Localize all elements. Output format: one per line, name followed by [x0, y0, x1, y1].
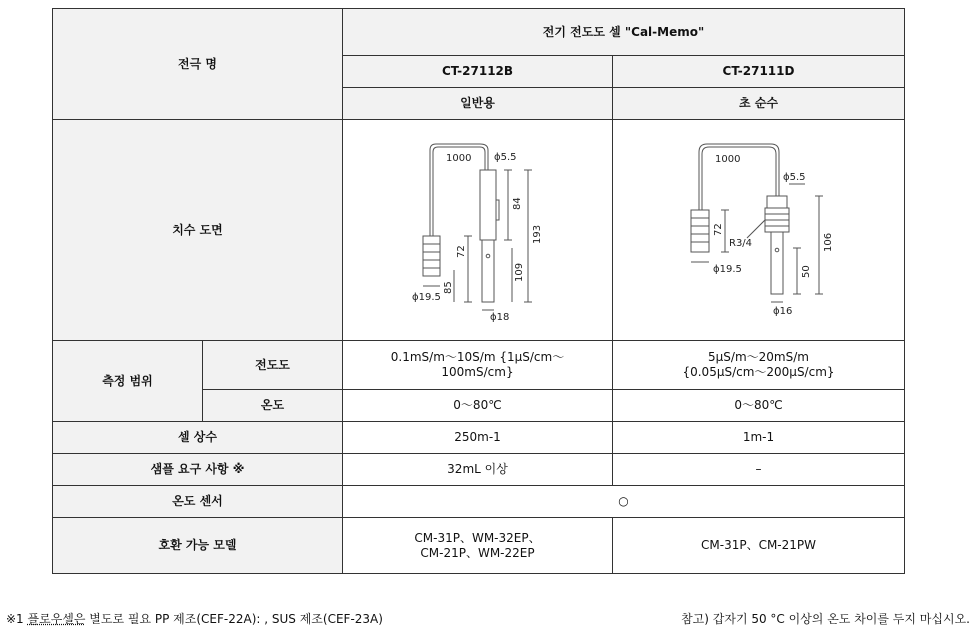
right-dim-connector-diameter: ϕ19.5: [712, 263, 742, 275]
temp-sensor-value: ○: [343, 486, 905, 518]
right-dim-72: 72: [712, 222, 724, 236]
drawing-row-label: 치수 도면: [53, 120, 343, 341]
drawing-right-cell: [613, 120, 905, 341]
right-dim-top-diameter: ϕ5.5: [782, 171, 805, 183]
compatible-models-right-value: CM-31P、CM-21PW: [613, 518, 905, 574]
sample-requirement-label: 샘플 요구 사항 ※: [53, 454, 343, 486]
temperature-left-value: 0〜80℃: [343, 390, 613, 422]
temp-sensor-label: 온도 센서: [53, 486, 343, 518]
compatible-left-line2: CM-21P、WM-22EP: [420, 545, 535, 560]
footnote-flow-cell: [6, 610, 383, 627]
conductivity-left-line2: 100mS/cm}: [441, 365, 514, 379]
left-dim-connector-diameter: ϕ19.5: [411, 291, 441, 303]
right-dim-106: 106: [822, 232, 834, 252]
left-dim-72: 72: [455, 244, 467, 258]
usage-right-header: 초 순수: [613, 88, 905, 120]
sample-requirement-left-value: 32mL 이상: [343, 454, 613, 486]
left-dim-193: 193: [531, 224, 543, 244]
left-dim-85: 85: [442, 280, 454, 294]
conductivity-left-value: [343, 341, 613, 390]
usage-left-header: 일반용: [343, 88, 613, 120]
right-dim-50: 50: [800, 264, 812, 278]
cell-constant-left-value: 250m-1: [343, 422, 613, 454]
temperature-right-value: 0〜80℃: [613, 390, 905, 422]
model-left-header: CT-27112B: [343, 56, 613, 88]
footnote-underlined-word: 플로우셀은: [27, 612, 86, 626]
left-dim-84: 84: [511, 196, 523, 210]
conductivity-right-line1: 5μS/m〜20mS/m: [708, 350, 809, 364]
conductivity-label: 전도도: [203, 341, 343, 390]
electrode-name-header: 전극 명: [53, 9, 343, 120]
left-dim-top-diameter: ϕ5.5: [493, 151, 516, 163]
left-dim-1000: 1000: [445, 152, 471, 164]
dimension-drawing-right: [679, 138, 839, 323]
right-dim-body-diameter: ϕ16: [772, 305, 792, 317]
conductivity-right-line2: {0.05μS/cm〜200μS/cm}: [682, 365, 835, 379]
temperature-label: 온도: [203, 390, 343, 422]
footnote-rest: 별도로 필요 PP 제조(CEF-22A): , SUS 제조(CEF-23A): [85, 612, 383, 626]
conductivity-right-value: [613, 341, 905, 390]
cell-constant-right-value: 1m-1: [613, 422, 905, 454]
compatible-left-line1: CM-31P、WM-32EP、: [414, 530, 541, 545]
compatible-models-left-value: [343, 518, 613, 574]
footnote-prefix: ※1: [6, 612, 28, 626]
range-row-label: 측정 범위: [53, 341, 203, 422]
right-dim-thread: R3/4: [728, 237, 752, 249]
dimension-drawing-left: [408, 138, 548, 323]
left-dim-body-diameter: ϕ18: [489, 311, 509, 323]
cell-constant-label: 셀 상수: [53, 422, 343, 454]
cell-title-header: 전기 전도도 셀 "Cal-Memo": [343, 9, 905, 56]
right-dim-1000: 1000: [714, 153, 740, 165]
drawing-left-cell: [343, 120, 613, 341]
compatible-models-label: 호환 가능 모델: [53, 518, 343, 574]
left-dim-109: 109: [513, 262, 525, 282]
footnote-temperature-note: 참고) 갑자기 50 °C 이상의 온도 차이를 두지 마십시오.: [681, 612, 970, 626]
spec-table: [52, 8, 905, 574]
conductivity-left-line1: 0.1mS/m〜10S/m {1μS/cm〜: [390, 350, 565, 364]
model-right-header: CT-27111D: [613, 56, 905, 88]
sample-requirement-right-value: –: [613, 454, 905, 486]
